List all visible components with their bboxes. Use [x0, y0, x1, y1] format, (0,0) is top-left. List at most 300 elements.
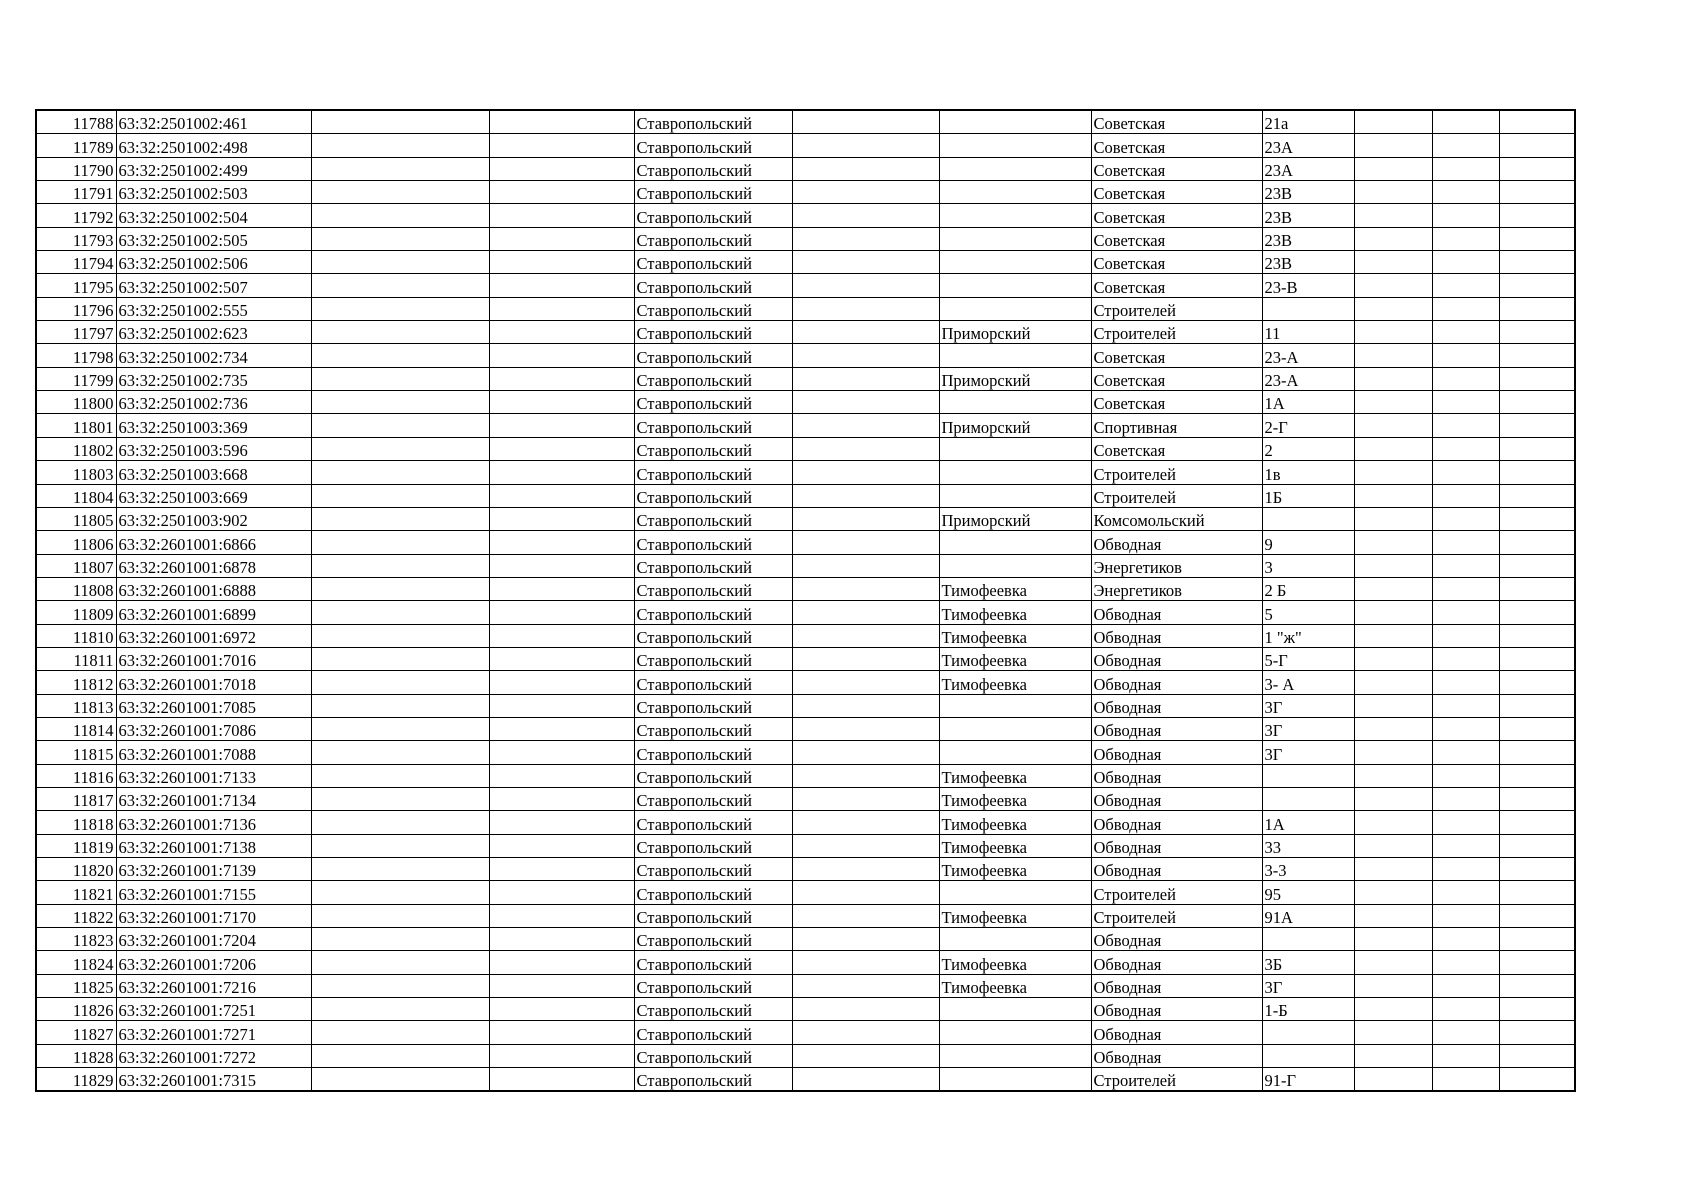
- house-number-cell: 1в: [1262, 461, 1354, 484]
- blank-cell-b: [489, 858, 634, 881]
- table-row: [36, 811, 1575, 834]
- blank-cell-c: [792, 717, 939, 740]
- blank-cell-c: [792, 1021, 939, 1044]
- house-number-cell: 1Б: [1262, 484, 1354, 507]
- blank-cell-c: [792, 437, 939, 460]
- record-number-cell: 11819: [36, 834, 116, 857]
- blank-cell-b: [489, 554, 634, 577]
- blank-cell-c: [792, 601, 939, 624]
- district-cell: Ставропольский: [634, 414, 792, 437]
- cadastral-number-cell: 63:32:2501002:735: [116, 367, 311, 390]
- district-cell: Ставропольский: [634, 928, 792, 951]
- blank-cell-c: [792, 367, 939, 390]
- blank-cell-a: [311, 601, 489, 624]
- locality-cell: Тимофеевка: [939, 858, 1091, 881]
- table-row: [36, 951, 1575, 974]
- blank-cell-f: [1499, 601, 1575, 624]
- blank-cell-f: [1499, 344, 1575, 367]
- locality-cell: Приморский: [939, 321, 1091, 344]
- house-number-cell: 91А: [1262, 904, 1354, 927]
- blank-cell-e: [1432, 227, 1499, 250]
- house-number-cell: 1А: [1262, 391, 1354, 414]
- house-number-cell: [1262, 1044, 1354, 1067]
- blank-cell-a: [311, 858, 489, 881]
- district-cell: Ставропольский: [634, 858, 792, 881]
- blank-cell-c: [792, 647, 939, 670]
- blank-cell-a: [311, 928, 489, 951]
- street-cell: Обводная: [1091, 741, 1262, 764]
- district-cell: Ставропольский: [634, 811, 792, 834]
- blank-cell-e: [1432, 484, 1499, 507]
- record-number-cell: 11802: [36, 437, 116, 460]
- blank-cell-c: [792, 227, 939, 250]
- table-row: [36, 928, 1575, 951]
- blank-cell-d: [1354, 274, 1432, 297]
- district-cell: Ставропольский: [634, 274, 792, 297]
- cadastral-number-cell: 63:32:2501002:555: [116, 297, 311, 320]
- blank-cell-b: [489, 1068, 634, 1092]
- street-cell: Обводная: [1091, 717, 1262, 740]
- blank-cell-d: [1354, 881, 1432, 904]
- locality-cell: Тимофеевка: [939, 974, 1091, 997]
- house-number-cell: 23-А: [1262, 344, 1354, 367]
- street-cell: Спортивная: [1091, 414, 1262, 437]
- street-cell: Советская: [1091, 367, 1262, 390]
- blank-cell-b: [489, 367, 634, 390]
- blank-cell-a: [311, 297, 489, 320]
- blank-cell-c: [792, 181, 939, 204]
- blank-cell-f: [1499, 974, 1575, 997]
- blank-cell-f: [1499, 134, 1575, 157]
- blank-cell-f: [1499, 811, 1575, 834]
- blank-cell-b: [489, 437, 634, 460]
- record-number-cell: 11827: [36, 1021, 116, 1044]
- cadastral-number-cell: 63:32:2501002:461: [116, 110, 311, 134]
- blank-cell-e: [1432, 647, 1499, 670]
- blank-cell-d: [1354, 134, 1432, 157]
- house-number-cell: 23В: [1262, 181, 1354, 204]
- cadastral-number-cell: 63:32:2501003:596: [116, 437, 311, 460]
- blank-cell-b: [489, 134, 634, 157]
- blank-cell-d: [1354, 577, 1432, 600]
- blank-cell-c: [792, 787, 939, 810]
- table-row: [36, 344, 1575, 367]
- blank-cell-a: [311, 110, 489, 134]
- blank-cell-e: [1432, 251, 1499, 274]
- record-number-cell: 11829: [36, 1068, 116, 1092]
- blank-cell-a: [311, 1021, 489, 1044]
- blank-cell-a: [311, 251, 489, 274]
- record-number-cell: 11803: [36, 461, 116, 484]
- street-cell: Советская: [1091, 274, 1262, 297]
- locality-cell: [939, 881, 1091, 904]
- record-number-cell: 11811: [36, 647, 116, 670]
- district-cell: Ставропольский: [634, 227, 792, 250]
- blank-cell-e: [1432, 1044, 1499, 1067]
- street-cell: Строителей: [1091, 297, 1262, 320]
- street-cell: Строителей: [1091, 904, 1262, 927]
- blank-cell-c: [792, 858, 939, 881]
- record-number-cell: 11801: [36, 414, 116, 437]
- cadastral-number-cell: 63:32:2601001:7134: [116, 787, 311, 810]
- cadastral-number-cell: 63:32:2601001:7271: [116, 1021, 311, 1044]
- locality-cell: [939, 1044, 1091, 1067]
- blank-cell-a: [311, 811, 489, 834]
- locality-cell: [939, 251, 1091, 274]
- blank-cell-e: [1432, 110, 1499, 134]
- blank-cell-b: [489, 998, 634, 1021]
- blank-cell-a: [311, 391, 489, 414]
- cadastral-number-cell: 63:32:2501003:669: [116, 484, 311, 507]
- cadastral-number-cell: 63:32:2601001:7315: [116, 1068, 311, 1092]
- record-number-cell: 11812: [36, 671, 116, 694]
- cadastral-number-cell: 63:32:2601001:7016: [116, 647, 311, 670]
- cadastral-number-cell: 63:32:2601001:7088: [116, 741, 311, 764]
- blank-cell-d: [1354, 1021, 1432, 1044]
- street-cell: Советская: [1091, 204, 1262, 227]
- blank-cell-a: [311, 204, 489, 227]
- record-number-cell: 11795: [36, 274, 116, 297]
- blank-cell-e: [1432, 554, 1499, 577]
- record-number-cell: 11822: [36, 904, 116, 927]
- house-number-cell: [1262, 764, 1354, 787]
- blank-cell-c: [792, 974, 939, 997]
- blank-cell-f: [1499, 1044, 1575, 1067]
- blank-cell-d: [1354, 297, 1432, 320]
- locality-cell: Тимофеевка: [939, 601, 1091, 624]
- cadastral-number-cell: 63:32:2601001:7272: [116, 1044, 311, 1067]
- cadastral-number-cell: 63:32:2501003:668: [116, 461, 311, 484]
- locality-cell: Тимофеевка: [939, 834, 1091, 857]
- house-number-cell: 11: [1262, 321, 1354, 344]
- blank-cell-d: [1354, 1044, 1432, 1067]
- house-number-cell: 23В: [1262, 204, 1354, 227]
- locality-cell: Приморский: [939, 414, 1091, 437]
- locality-cell: [939, 998, 1091, 1021]
- blank-cell-e: [1432, 321, 1499, 344]
- table-row: [36, 974, 1575, 997]
- blank-cell-a: [311, 764, 489, 787]
- blank-cell-a: [311, 157, 489, 180]
- blank-cell-b: [489, 974, 634, 997]
- cadastral-number-cell: 63:32:2601001:7206: [116, 951, 311, 974]
- street-cell: Обводная: [1091, 787, 1262, 810]
- blank-cell-a: [311, 741, 489, 764]
- blank-cell-d: [1354, 484, 1432, 507]
- record-number-cell: 11815: [36, 741, 116, 764]
- blank-cell-c: [792, 391, 939, 414]
- blank-cell-f: [1499, 951, 1575, 974]
- blank-cell-f: [1499, 367, 1575, 390]
- blank-cell-d: [1354, 858, 1432, 881]
- blank-cell-c: [792, 764, 939, 787]
- blank-cell-f: [1499, 1068, 1575, 1092]
- blank-cell-f: [1499, 881, 1575, 904]
- blank-cell-e: [1432, 204, 1499, 227]
- district-cell: Ставропольский: [634, 624, 792, 647]
- cadastral-number-cell: 63:32:2501003:369: [116, 414, 311, 437]
- table-row: [36, 717, 1575, 740]
- blank-cell-c: [792, 507, 939, 530]
- district-cell: Ставропольский: [634, 1068, 792, 1092]
- cadastral-number-cell: 63:32:2601001:7251: [116, 998, 311, 1021]
- table-row: [36, 671, 1575, 694]
- blank-cell-f: [1499, 110, 1575, 134]
- street-cell: Комсомольский: [1091, 507, 1262, 530]
- blank-cell-f: [1499, 928, 1575, 951]
- blank-cell-d: [1354, 554, 1432, 577]
- record-number-cell: 11823: [36, 928, 116, 951]
- street-cell: Обводная: [1091, 647, 1262, 670]
- blank-cell-b: [489, 531, 634, 554]
- blank-cell-f: [1499, 1021, 1575, 1044]
- district-cell: Ставропольский: [634, 717, 792, 740]
- blank-cell-d: [1354, 741, 1432, 764]
- blank-cell-c: [792, 554, 939, 577]
- blank-cell-b: [489, 811, 634, 834]
- cadastral-number-cell: 63:32:2601001:7155: [116, 881, 311, 904]
- blank-cell-a: [311, 507, 489, 530]
- cadastral-number-cell: 63:32:2501002:499: [116, 157, 311, 180]
- record-number-cell: 11808: [36, 577, 116, 600]
- blank-cell-a: [311, 554, 489, 577]
- record-number-cell: 11793: [36, 227, 116, 250]
- locality-cell: Тимофеевка: [939, 811, 1091, 834]
- record-number-cell: 11806: [36, 531, 116, 554]
- blank-cell-a: [311, 951, 489, 974]
- record-number-cell: 11828: [36, 1044, 116, 1067]
- district-cell: Ставропольский: [634, 251, 792, 274]
- table-row: [36, 764, 1575, 787]
- blank-cell-b: [489, 951, 634, 974]
- blank-cell-b: [489, 671, 634, 694]
- blank-cell-b: [489, 624, 634, 647]
- blank-cell-a: [311, 181, 489, 204]
- blank-cell-b: [489, 834, 634, 857]
- cadastral-number-cell: 63:32:2601001:6972: [116, 624, 311, 647]
- blank-cell-a: [311, 414, 489, 437]
- blank-cell-d: [1354, 321, 1432, 344]
- blank-cell-b: [489, 741, 634, 764]
- blank-cell-e: [1432, 437, 1499, 460]
- blank-cell-f: [1499, 297, 1575, 320]
- cadastral-number-cell: 63:32:2501002:506: [116, 251, 311, 274]
- district-cell: Ставропольский: [634, 974, 792, 997]
- table-row: [36, 181, 1575, 204]
- blank-cell-a: [311, 694, 489, 717]
- locality-cell: [939, 297, 1091, 320]
- blank-cell-e: [1432, 1021, 1499, 1044]
- record-number-cell: 11800: [36, 391, 116, 414]
- district-cell: Ставропольский: [634, 764, 792, 787]
- blank-cell-b: [489, 1044, 634, 1067]
- cadastral-number-cell: 63:32:2601001:7133: [116, 764, 311, 787]
- blank-cell-b: [489, 577, 634, 600]
- blank-cell-a: [311, 484, 489, 507]
- table-row: [36, 554, 1575, 577]
- blank-cell-f: [1499, 671, 1575, 694]
- table-row: [36, 391, 1575, 414]
- district-cell: Ставропольский: [634, 367, 792, 390]
- blank-cell-a: [311, 671, 489, 694]
- blank-cell-e: [1432, 601, 1499, 624]
- blank-cell-d: [1354, 367, 1432, 390]
- cadastral-number-cell: 63:32:2501002:503: [116, 181, 311, 204]
- blank-cell-e: [1432, 181, 1499, 204]
- house-number-cell: 23В: [1262, 227, 1354, 250]
- record-number-cell: 11807: [36, 554, 116, 577]
- house-number-cell: 23А: [1262, 157, 1354, 180]
- blank-cell-d: [1354, 671, 1432, 694]
- district-cell: Ставропольский: [634, 601, 792, 624]
- blank-cell-e: [1432, 928, 1499, 951]
- house-number-cell: [1262, 297, 1354, 320]
- record-number-cell: 11804: [36, 484, 116, 507]
- cadastral-number-cell: 63:32:2501002:736: [116, 391, 311, 414]
- locality-cell: [939, 274, 1091, 297]
- blank-cell-a: [311, 998, 489, 1021]
- blank-cell-c: [792, 321, 939, 344]
- district-cell: Ставропольский: [634, 321, 792, 344]
- blank-cell-f: [1499, 437, 1575, 460]
- blank-cell-c: [792, 461, 939, 484]
- street-cell: Советская: [1091, 391, 1262, 414]
- blank-cell-d: [1354, 811, 1432, 834]
- record-number-cell: 11796: [36, 297, 116, 320]
- table-row: [36, 251, 1575, 274]
- district-cell: Ставропольский: [634, 297, 792, 320]
- blank-cell-f: [1499, 647, 1575, 670]
- street-cell: Строителей: [1091, 881, 1262, 904]
- locality-cell: [939, 717, 1091, 740]
- blank-cell-d: [1354, 974, 1432, 997]
- cadastral-number-cell: 63:32:2601001:7018: [116, 671, 311, 694]
- blank-cell-b: [489, 1021, 634, 1044]
- blank-cell-d: [1354, 507, 1432, 530]
- street-cell: Энергетиков: [1091, 554, 1262, 577]
- blank-cell-e: [1432, 741, 1499, 764]
- blank-cell-e: [1432, 951, 1499, 974]
- cadastral-number-cell: 63:32:2501002:504: [116, 204, 311, 227]
- district-cell: Ставропольский: [634, 647, 792, 670]
- locality-cell: [939, 227, 1091, 250]
- blank-cell-c: [792, 1068, 939, 1092]
- blank-cell-d: [1354, 694, 1432, 717]
- house-number-cell: 5-Г: [1262, 647, 1354, 670]
- blank-cell-e: [1432, 461, 1499, 484]
- blank-cell-f: [1499, 157, 1575, 180]
- blank-cell-e: [1432, 531, 1499, 554]
- locality-cell: [939, 157, 1091, 180]
- street-cell: Обводная: [1091, 928, 1262, 951]
- street-cell: Советская: [1091, 181, 1262, 204]
- table-row: [36, 507, 1575, 530]
- blank-cell-c: [792, 881, 939, 904]
- street-cell: Обводная: [1091, 624, 1262, 647]
- blank-cell-f: [1499, 507, 1575, 530]
- blank-cell-d: [1354, 344, 1432, 367]
- blank-cell-a: [311, 1068, 489, 1092]
- record-number-cell: 11810: [36, 624, 116, 647]
- locality-cell: [939, 461, 1091, 484]
- table-row: [36, 461, 1575, 484]
- record-number-cell: 11789: [36, 134, 116, 157]
- district-cell: Ставропольский: [634, 181, 792, 204]
- district-cell: Ставропольский: [634, 694, 792, 717]
- blank-cell-a: [311, 437, 489, 460]
- record-number-cell: 11791: [36, 181, 116, 204]
- house-number-cell: 9: [1262, 531, 1354, 554]
- house-number-cell: 2-Г: [1262, 414, 1354, 437]
- blank-cell-e: [1432, 717, 1499, 740]
- blank-cell-c: [792, 110, 939, 134]
- house-number-cell: [1262, 928, 1354, 951]
- street-cell: Советская: [1091, 227, 1262, 250]
- blank-cell-f: [1499, 204, 1575, 227]
- cadastral-number-cell: 63:32:2601001:7086: [116, 717, 311, 740]
- table-row: [36, 601, 1575, 624]
- blank-cell-d: [1354, 437, 1432, 460]
- blank-cell-d: [1354, 531, 1432, 554]
- blank-cell-e: [1432, 297, 1499, 320]
- locality-cell: Приморский: [939, 507, 1091, 530]
- table-row: [36, 414, 1575, 437]
- district-cell: Ставропольский: [634, 834, 792, 857]
- house-number-cell: [1262, 787, 1354, 810]
- house-number-cell: 1А: [1262, 811, 1354, 834]
- record-number-cell: 11797: [36, 321, 116, 344]
- record-number-cell: 11826: [36, 998, 116, 1021]
- blank-cell-c: [792, 951, 939, 974]
- blank-cell-f: [1499, 834, 1575, 857]
- table-row: [36, 741, 1575, 764]
- house-number-cell: 3Г: [1262, 974, 1354, 997]
- district-cell: Ставропольский: [634, 531, 792, 554]
- blank-cell-c: [792, 157, 939, 180]
- cadastral-number-cell: 63:32:2601001:7204: [116, 928, 311, 951]
- blank-cell-e: [1432, 671, 1499, 694]
- district-cell: Ставропольский: [634, 437, 792, 460]
- blank-cell-c: [792, 251, 939, 274]
- blank-cell-b: [489, 110, 634, 134]
- blank-cell-b: [489, 881, 634, 904]
- table-row: [36, 647, 1575, 670]
- table-row: [36, 484, 1575, 507]
- district-cell: Ставропольский: [634, 881, 792, 904]
- house-number-cell: 23-В: [1262, 274, 1354, 297]
- street-cell: Обводная: [1091, 601, 1262, 624]
- district-cell: Ставропольский: [634, 998, 792, 1021]
- house-number-cell: 91-Г: [1262, 1068, 1354, 1092]
- blank-cell-b: [489, 507, 634, 530]
- blank-cell-b: [489, 297, 634, 320]
- blank-cell-b: [489, 157, 634, 180]
- record-number-cell: 11821: [36, 881, 116, 904]
- house-number-cell: 3: [1262, 554, 1354, 577]
- blank-cell-e: [1432, 1068, 1499, 1092]
- district-cell: Ставропольский: [634, 204, 792, 227]
- cadastral-number-cell: 63:32:2501003:902: [116, 507, 311, 530]
- blank-cell-e: [1432, 998, 1499, 1021]
- street-cell: Обводная: [1091, 858, 1262, 881]
- blank-cell-b: [489, 344, 634, 367]
- blank-cell-d: [1354, 717, 1432, 740]
- blank-cell-d: [1354, 904, 1432, 927]
- blank-cell-e: [1432, 904, 1499, 927]
- blank-cell-c: [792, 811, 939, 834]
- locality-cell: Тимофеевка: [939, 577, 1091, 600]
- locality-cell: Тимофеевка: [939, 951, 1091, 974]
